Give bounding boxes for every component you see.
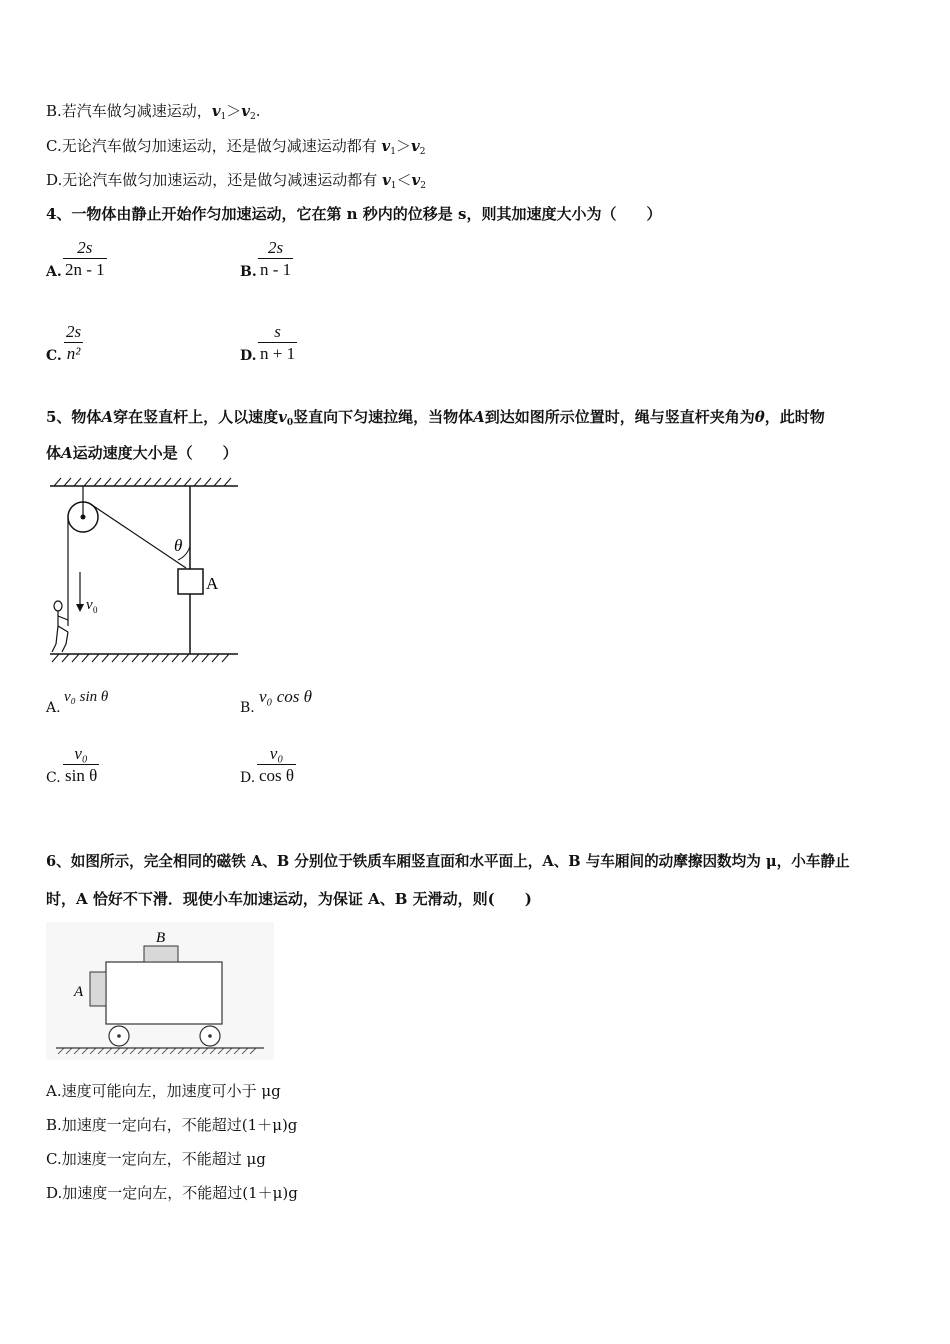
pulley-axle	[81, 515, 86, 520]
q5-stem-line2: 体A运动速度大小是（ ）	[46, 444, 238, 462]
velocity-arrowhead	[76, 604, 84, 612]
pulley-rope-diagram	[44, 476, 244, 666]
q6-stem-line1: 6、如图所示，完全相同的磁铁 A、B 分别位于铁质车厢竖直面和水平面上，A、B 与车厢间的动摩擦因数均为 μ，小车静止	[46, 853, 850, 870]
magnet-a-label: A	[74, 984, 84, 1000]
q5-option-a-label: A.	[46, 700, 61, 716]
cart-body	[106, 962, 222, 1024]
q5-option-a-expr: v₀ sin θ	[64, 689, 109, 705]
person-figure	[52, 601, 68, 652]
q5-option-d-label: D.	[240, 770, 256, 786]
magnet-b	[144, 946, 178, 962]
q6-option-d: D.加速度一定向左，不能超过(1＋μ)g	[46, 1184, 298, 1202]
q4-option-b-fraction: $\frac{2s}{n - 1}$	[260, 238, 292, 279]
floor-hatch	[52, 654, 229, 662]
q5-option-c-label: C.	[46, 770, 61, 786]
q4-option-b-label: B.	[240, 264, 257, 280]
q5-stem-line1: 5、物体A穿在竖直杆上，人以速度$v_0$竖直向下匀速拉绳，当物体A到达如图所示位置时，绳与竖直杆夹角为θ，此时物	[46, 408, 825, 428]
magnet-b-label: B	[156, 930, 166, 946]
cart-diagram	[46, 922, 274, 1060]
rope-slanted	[89, 503, 186, 568]
q5-option-c-fraction: $\frac{\text{v₀}}{\text{sin θ}}$	[65, 744, 98, 785]
velocity-label-sub: 0	[93, 605, 98, 615]
block-a	[178, 569, 203, 594]
ceiling-hatch	[54, 478, 231, 486]
q4-stem: 4、一物体由静止开始作匀加速运动，它在第 n 秒内的位移是 s，则其加速度大小为（ ）	[46, 205, 662, 223]
q6-option-c: C.加速度一定向左，不能超过 μg	[46, 1150, 266, 1168]
option-b-prev: B.若汽车做匀减速运动，$v_1>v_2$.	[46, 102, 261, 122]
magnet-a	[90, 972, 106, 1006]
q5-option-d-fraction: $\frac{\text{v₀}}{\text{cos θ}}$	[259, 744, 295, 785]
q6-option-a: A.速度可能向左，加速度可小于 μg	[46, 1082, 281, 1100]
q5-option-b-expr: v₀ cos θ	[259, 687, 312, 706]
q4-option-a-fraction: $\frac{2s}{2n - 1}$	[65, 238, 105, 279]
q4-option-d-fraction: $\frac{s}{n + 1}$	[260, 322, 296, 363]
q4-option-c-fraction: $\frac{2s}{\text{n²}}$	[66, 322, 82, 363]
option-c-prev: C.无论汽车做匀加速运动，还是做匀减速运动都有 $v_1>v_2$	[46, 137, 426, 157]
velocity-label: v	[86, 597, 93, 613]
q6-option-b: B.加速度一定向右，不能超过(1＋μ)g	[46, 1116, 298, 1134]
q6-stem-line2: 时，A 恰好不下滑．现使小车加速运动，为保证 A、B 无滑动，则( )	[46, 890, 532, 908]
q4-option-c-label: C.	[46, 348, 62, 364]
theta-label: θ	[174, 536, 183, 555]
q5-option-b-label: B.	[240, 700, 255, 716]
block-a-label: A	[206, 574, 219, 593]
option-d-prev: D.无论汽车做匀加速运动，还是做匀减速运动都有 $v_1<v_2$	[46, 171, 426, 191]
q4-option-d-label: D.	[240, 348, 257, 364]
q4-option-a-label: A.	[46, 264, 62, 280]
